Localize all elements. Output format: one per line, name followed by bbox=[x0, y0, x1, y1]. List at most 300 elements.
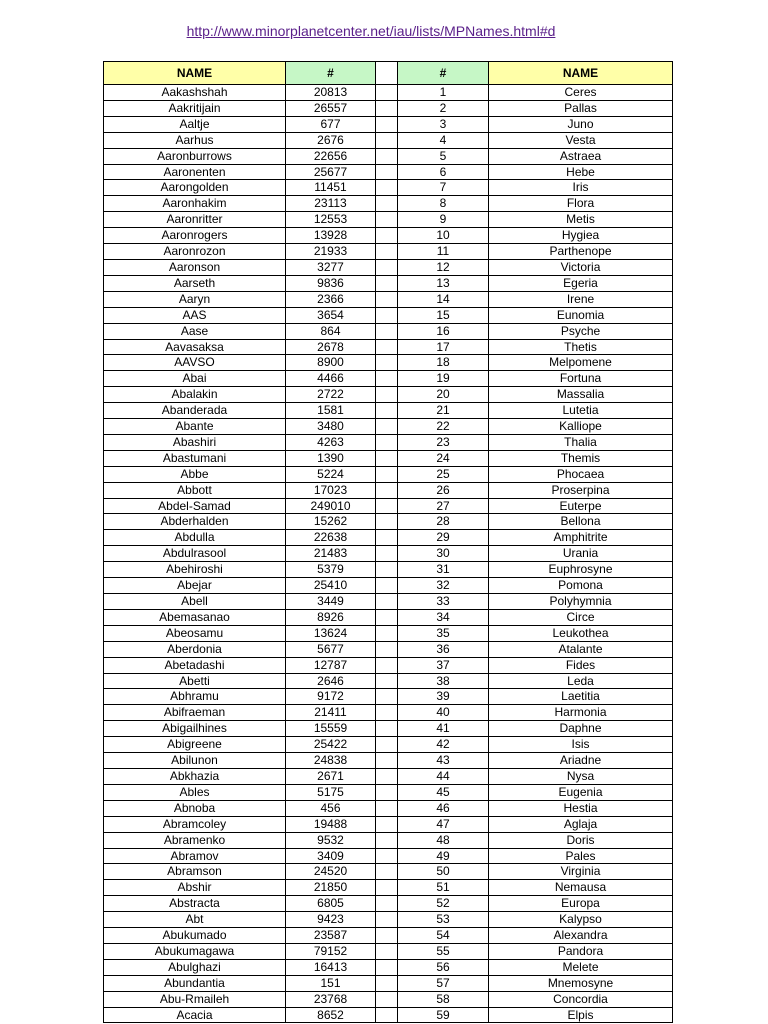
table-row bbox=[104, 228, 673, 244]
cell-spacer bbox=[376, 419, 398, 435]
table-row bbox=[104, 85, 673, 101]
table-row bbox=[104, 212, 673, 228]
cell-spacer bbox=[376, 975, 398, 991]
cell-spacer bbox=[376, 387, 398, 403]
cell-number-left: 3277 bbox=[286, 259, 376, 275]
cell-spacer bbox=[376, 132, 398, 148]
cell-spacer bbox=[376, 594, 398, 610]
cell-name-right: Kalliope bbox=[489, 419, 673, 435]
cell-spacer bbox=[376, 816, 398, 832]
cell-number-right: 30 bbox=[398, 546, 489, 562]
table-row bbox=[104, 864, 673, 880]
cell-name-left: Abigailhines bbox=[104, 721, 286, 737]
cell-number-left: 4466 bbox=[286, 371, 376, 387]
table-row bbox=[104, 339, 673, 355]
cell-name-left: Aaronson bbox=[104, 259, 286, 275]
header-spacer bbox=[376, 62, 398, 85]
cell-number-right: 38 bbox=[398, 673, 489, 689]
table-row bbox=[104, 132, 673, 148]
cell-name-right: Psyche bbox=[489, 323, 673, 339]
table-row bbox=[104, 275, 673, 291]
cell-number-left: 13928 bbox=[286, 228, 376, 244]
cell-number-right: 18 bbox=[398, 355, 489, 371]
cell-number-left: 12787 bbox=[286, 657, 376, 673]
cell-spacer bbox=[376, 85, 398, 101]
cell-name-right: Harmonia bbox=[489, 705, 673, 721]
cell-name-right: Europa bbox=[489, 896, 673, 912]
table-row bbox=[104, 546, 673, 562]
table-row bbox=[104, 514, 673, 530]
cell-number-right: 9 bbox=[398, 212, 489, 228]
cell-spacer bbox=[376, 705, 398, 721]
cell-number-right: 45 bbox=[398, 784, 489, 800]
cell-spacer bbox=[376, 450, 398, 466]
cell-spacer bbox=[376, 514, 398, 530]
cell-number-right: 29 bbox=[398, 530, 489, 546]
cell-number-left: 1390 bbox=[286, 450, 376, 466]
cell-name-left: Abanderada bbox=[104, 403, 286, 419]
table-row bbox=[104, 991, 673, 1007]
cell-number-right: 32 bbox=[398, 578, 489, 594]
cell-number-left: 15559 bbox=[286, 721, 376, 737]
cell-spacer bbox=[376, 164, 398, 180]
cell-number-left: 16413 bbox=[286, 959, 376, 975]
table-row bbox=[104, 482, 673, 498]
cell-number-left: 21411 bbox=[286, 705, 376, 721]
table-row bbox=[104, 721, 673, 737]
cell-number-right: 40 bbox=[398, 705, 489, 721]
cell-number-right: 7 bbox=[398, 180, 489, 196]
header-number-right: # bbox=[398, 62, 489, 85]
cell-name-left: Abalakin bbox=[104, 387, 286, 403]
cell-name-left: Abnoba bbox=[104, 800, 286, 816]
table-row bbox=[104, 116, 673, 132]
cell-name-left: Abifraeman bbox=[104, 705, 286, 721]
cell-number-left: 2722 bbox=[286, 387, 376, 403]
cell-spacer bbox=[376, 244, 398, 260]
cell-number-right: 25 bbox=[398, 466, 489, 482]
cell-number-right: 36 bbox=[398, 641, 489, 657]
cell-number-right: 41 bbox=[398, 721, 489, 737]
cell-name-right: Pandora bbox=[489, 943, 673, 959]
cell-number-right: 27 bbox=[398, 498, 489, 514]
cell-spacer bbox=[376, 737, 398, 753]
cell-name-left: Aakashshah bbox=[104, 85, 286, 101]
cell-spacer bbox=[376, 800, 398, 816]
cell-name-left: Aaronburrows bbox=[104, 148, 286, 164]
cell-number-right: 58 bbox=[398, 991, 489, 1007]
cell-number-left: 26557 bbox=[286, 100, 376, 116]
table-row bbox=[104, 975, 673, 991]
cell-number-left: 8900 bbox=[286, 355, 376, 371]
cell-spacer bbox=[376, 212, 398, 228]
table-row bbox=[104, 609, 673, 625]
cell-name-right: Leukothea bbox=[489, 625, 673, 641]
cell-number-right: 39 bbox=[398, 689, 489, 705]
cell-number-left: 25422 bbox=[286, 737, 376, 753]
cell-number-left: 22656 bbox=[286, 148, 376, 164]
cell-spacer bbox=[376, 912, 398, 928]
cell-spacer bbox=[376, 307, 398, 323]
cell-name-left: Abai bbox=[104, 371, 286, 387]
cell-name-right: Bellona bbox=[489, 514, 673, 530]
table-row bbox=[104, 848, 673, 864]
cell-name-left: Aberdonia bbox=[104, 641, 286, 657]
cell-name-left: Abeosamu bbox=[104, 625, 286, 641]
cell-number-right: 44 bbox=[398, 768, 489, 784]
cell-name-right: Hestia bbox=[489, 800, 673, 816]
cell-number-left: 13624 bbox=[286, 625, 376, 641]
cell-name-right: Fortuna bbox=[489, 371, 673, 387]
cell-spacer bbox=[376, 784, 398, 800]
cell-name-left: Abramov bbox=[104, 848, 286, 864]
cell-name-right: Laetitia bbox=[489, 689, 673, 705]
cell-spacer bbox=[376, 959, 398, 975]
cell-name-left: Abemasanao bbox=[104, 609, 286, 625]
header-name-right: NAME bbox=[489, 62, 673, 85]
cell-number-left: 3480 bbox=[286, 419, 376, 435]
cell-spacer bbox=[376, 116, 398, 132]
table-row bbox=[104, 880, 673, 896]
cell-name-right: Phocaea bbox=[489, 466, 673, 482]
cell-spacer bbox=[376, 625, 398, 641]
cell-name-left: AAS bbox=[104, 307, 286, 323]
cell-name-right: Hygiea bbox=[489, 228, 673, 244]
cell-number-left: 3654 bbox=[286, 307, 376, 323]
cell-number-right: 22 bbox=[398, 419, 489, 435]
cell-spacer bbox=[376, 991, 398, 1007]
cell-name-left: Abdulla bbox=[104, 530, 286, 546]
cell-number-left: 2671 bbox=[286, 768, 376, 784]
header-number-left: # bbox=[286, 62, 376, 85]
cell-number-right: 54 bbox=[398, 928, 489, 944]
table-row bbox=[104, 753, 673, 769]
cell-name-right: Isis bbox=[489, 737, 673, 753]
cell-number-right: 5 bbox=[398, 148, 489, 164]
cell-name-right: Circe bbox=[489, 609, 673, 625]
cell-number-right: 4 bbox=[398, 132, 489, 148]
cell-number-left: 23587 bbox=[286, 928, 376, 944]
table-row bbox=[104, 466, 673, 482]
cell-name-left: Abigreene bbox=[104, 737, 286, 753]
cell-number-right: 2 bbox=[398, 100, 489, 116]
cell-number-left: 1581 bbox=[286, 403, 376, 419]
cell-spacer bbox=[376, 228, 398, 244]
table-row bbox=[104, 164, 673, 180]
cell-spacer bbox=[376, 896, 398, 912]
table-row bbox=[104, 959, 673, 975]
cell-name-left: Abdel-Samad bbox=[104, 498, 286, 514]
cell-number-left: 151 bbox=[286, 975, 376, 991]
table-row bbox=[104, 928, 673, 944]
cell-number-left: 5224 bbox=[286, 466, 376, 482]
cell-number-left: 20813 bbox=[286, 85, 376, 101]
table-row bbox=[104, 816, 673, 832]
cell-spacer bbox=[376, 943, 398, 959]
cell-name-right: Doris bbox=[489, 832, 673, 848]
cell-number-right: 35 bbox=[398, 625, 489, 641]
cell-name-left: Abukumagawa bbox=[104, 943, 286, 959]
cell-number-right: 24 bbox=[398, 450, 489, 466]
table-row bbox=[104, 450, 673, 466]
cell-number-right: 1 bbox=[398, 85, 489, 101]
cell-number-left: 24838 bbox=[286, 753, 376, 769]
cell-name-right: Nemausa bbox=[489, 880, 673, 896]
cell-name-left: Abt bbox=[104, 912, 286, 928]
cell-name-right: Euterpe bbox=[489, 498, 673, 514]
cell-number-left: 9172 bbox=[286, 689, 376, 705]
cell-name-left: Aarseth bbox=[104, 275, 286, 291]
cell-spacer bbox=[376, 546, 398, 562]
cell-name-right: Aglaja bbox=[489, 816, 673, 832]
table-body bbox=[104, 85, 673, 1023]
cell-name-right: Eugenia bbox=[489, 784, 673, 800]
source-link[interactable]: http://www.minorplanetcenter.net/iau/lists/MPNames.html#d bbox=[186, 23, 556, 39]
cell-name-right: Irene bbox=[489, 291, 673, 307]
cell-name-right: Vesta bbox=[489, 132, 673, 148]
cell-spacer bbox=[376, 768, 398, 784]
cell-name-left: Abejar bbox=[104, 578, 286, 594]
cell-number-right: 42 bbox=[398, 737, 489, 753]
cell-spacer bbox=[376, 864, 398, 880]
cell-number-right: 49 bbox=[398, 848, 489, 864]
cell-number-left: 12553 bbox=[286, 212, 376, 228]
cell-spacer bbox=[376, 928, 398, 944]
cell-number-right: 53 bbox=[398, 912, 489, 928]
cell-spacer bbox=[376, 657, 398, 673]
cell-name-left: Abbott bbox=[104, 482, 286, 498]
cell-number-right: 10 bbox=[398, 228, 489, 244]
cell-number-right: 14 bbox=[398, 291, 489, 307]
cell-spacer bbox=[376, 403, 398, 419]
cell-number-right: 28 bbox=[398, 514, 489, 530]
cell-name-left: Abehiroshi bbox=[104, 562, 286, 578]
cell-name-left: Abkhazia bbox=[104, 768, 286, 784]
cell-number-left: 8652 bbox=[286, 1007, 376, 1023]
cell-spacer bbox=[376, 323, 398, 339]
cell-name-left: Abetti bbox=[104, 673, 286, 689]
cell-name-left: Abulghazi bbox=[104, 959, 286, 975]
cell-name-right: Themis bbox=[489, 450, 673, 466]
cell-number-left: 249010 bbox=[286, 498, 376, 514]
table-row bbox=[104, 673, 673, 689]
cell-number-left: 21483 bbox=[286, 546, 376, 562]
cell-spacer bbox=[376, 482, 398, 498]
cell-name-right: Thalia bbox=[489, 434, 673, 450]
cell-spacer bbox=[376, 578, 398, 594]
cell-name-left: Abramson bbox=[104, 864, 286, 880]
cell-number-right: 3 bbox=[398, 116, 489, 132]
cell-number-right: 26 bbox=[398, 482, 489, 498]
table-row bbox=[104, 689, 673, 705]
table-row bbox=[104, 625, 673, 641]
cell-name-left: Aaronenten bbox=[104, 164, 286, 180]
table-row bbox=[104, 371, 673, 387]
cell-number-right: 16 bbox=[398, 323, 489, 339]
cell-name-right: Concordia bbox=[489, 991, 673, 1007]
cell-name-left: Abundantia bbox=[104, 975, 286, 991]
cell-name-left: Aaronrozon bbox=[104, 244, 286, 260]
minor-planet-names-table bbox=[103, 61, 673, 1023]
cell-name-right: Egeria bbox=[489, 275, 673, 291]
cell-number-right: 43 bbox=[398, 753, 489, 769]
table-row bbox=[104, 594, 673, 610]
cell-spacer bbox=[376, 609, 398, 625]
table-row bbox=[104, 355, 673, 371]
cell-name-left: Abashiri bbox=[104, 434, 286, 450]
cell-number-right: 46 bbox=[398, 800, 489, 816]
cell-name-left: Abramenko bbox=[104, 832, 286, 848]
cell-number-left: 23768 bbox=[286, 991, 376, 1007]
cell-name-left: Aaltje bbox=[104, 116, 286, 132]
cell-name-right: Virginia bbox=[489, 864, 673, 880]
cell-name-right: Daphne bbox=[489, 721, 673, 737]
table-row bbox=[104, 800, 673, 816]
cell-name-right: Pallas bbox=[489, 100, 673, 116]
cell-spacer bbox=[376, 1007, 398, 1023]
cell-spacer bbox=[376, 832, 398, 848]
cell-name-left: Abetadashi bbox=[104, 657, 286, 673]
cell-number-left: 11451 bbox=[286, 180, 376, 196]
header-name-left: NAME bbox=[104, 62, 286, 85]
cell-name-left: Aavasaksa bbox=[104, 339, 286, 355]
cell-name-left: Abdulrasool bbox=[104, 546, 286, 562]
table-row bbox=[104, 784, 673, 800]
table-row bbox=[104, 657, 673, 673]
cell-name-right: Mnemosyne bbox=[489, 975, 673, 991]
table-row bbox=[104, 323, 673, 339]
table-row bbox=[104, 705, 673, 721]
cell-name-left: Ables bbox=[104, 784, 286, 800]
cell-number-right: 56 bbox=[398, 959, 489, 975]
table-row bbox=[104, 148, 673, 164]
cell-number-left: 4263 bbox=[286, 434, 376, 450]
cell-name-left: Abstracta bbox=[104, 896, 286, 912]
table-row bbox=[104, 562, 673, 578]
cell-number-right: 17 bbox=[398, 339, 489, 355]
cell-name-left: Abante bbox=[104, 419, 286, 435]
cell-number-right: 11 bbox=[398, 244, 489, 260]
cell-number-left: 9423 bbox=[286, 912, 376, 928]
cell-name-left: Abshir bbox=[104, 880, 286, 896]
cell-number-left: 23113 bbox=[286, 196, 376, 212]
cell-name-right: Hebe bbox=[489, 164, 673, 180]
cell-number-left: 6805 bbox=[286, 896, 376, 912]
cell-spacer bbox=[376, 275, 398, 291]
cell-name-right: Eunomia bbox=[489, 307, 673, 323]
cell-spacer bbox=[376, 259, 398, 275]
cell-name-right: Ceres bbox=[489, 85, 673, 101]
cell-spacer bbox=[376, 848, 398, 864]
cell-number-left: 2676 bbox=[286, 132, 376, 148]
cell-spacer bbox=[376, 100, 398, 116]
cell-name-right: Melpomene bbox=[489, 355, 673, 371]
cell-number-right: 15 bbox=[398, 307, 489, 323]
cell-number-left: 79152 bbox=[286, 943, 376, 959]
cell-spacer bbox=[376, 196, 398, 212]
cell-name-right: Amphitrite bbox=[489, 530, 673, 546]
cell-name-left: Abhramu bbox=[104, 689, 286, 705]
cell-name-left: Abramcoley bbox=[104, 816, 286, 832]
cell-spacer bbox=[376, 498, 398, 514]
table-row bbox=[104, 387, 673, 403]
cell-number-left: 21850 bbox=[286, 880, 376, 896]
table-row bbox=[104, 737, 673, 753]
cell-name-right: Massalia bbox=[489, 387, 673, 403]
cell-number-left: 24520 bbox=[286, 864, 376, 880]
cell-number-right: 20 bbox=[398, 387, 489, 403]
cell-name-right: Thetis bbox=[489, 339, 673, 355]
cell-number-left: 3409 bbox=[286, 848, 376, 864]
cell-number-right: 59 bbox=[398, 1007, 489, 1023]
cell-name-right: Elpis bbox=[489, 1007, 673, 1023]
cell-name-right: Pomona bbox=[489, 578, 673, 594]
table-row bbox=[104, 196, 673, 212]
cell-number-left: 25677 bbox=[286, 164, 376, 180]
cell-spacer bbox=[376, 689, 398, 705]
table-row bbox=[104, 530, 673, 546]
cell-number-left: 864 bbox=[286, 323, 376, 339]
cell-spacer bbox=[376, 355, 398, 371]
table-row bbox=[104, 291, 673, 307]
cell-spacer bbox=[376, 880, 398, 896]
cell-number-right: 37 bbox=[398, 657, 489, 673]
cell-name-left: Abilunon bbox=[104, 753, 286, 769]
cell-name-right: Kalypso bbox=[489, 912, 673, 928]
cell-name-left: Aaronhakim bbox=[104, 196, 286, 212]
header-row bbox=[104, 62, 673, 85]
table-row bbox=[104, 641, 673, 657]
table-row bbox=[104, 578, 673, 594]
table-row bbox=[104, 434, 673, 450]
cell-name-left: Aaronritter bbox=[104, 212, 286, 228]
cell-number-left: 22638 bbox=[286, 530, 376, 546]
cell-name-left: Aarongolden bbox=[104, 180, 286, 196]
cell-name-left: Aaronrogers bbox=[104, 228, 286, 244]
table-row bbox=[104, 896, 673, 912]
cell-number-right: 12 bbox=[398, 259, 489, 275]
cell-name-left: Acacia bbox=[104, 1007, 286, 1023]
cell-number-left: 2678 bbox=[286, 339, 376, 355]
cell-number-left: 677 bbox=[286, 116, 376, 132]
cell-name-left: Aase bbox=[104, 323, 286, 339]
cell-name-right: Metis bbox=[489, 212, 673, 228]
cell-name-left: Abukumado bbox=[104, 928, 286, 944]
cell-name-right: Euphrosyne bbox=[489, 562, 673, 578]
cell-name-right: Iris bbox=[489, 180, 673, 196]
cell-number-left: 456 bbox=[286, 800, 376, 816]
cell-number-right: 52 bbox=[398, 896, 489, 912]
table-row bbox=[104, 498, 673, 514]
cell-name-right: Astraea bbox=[489, 148, 673, 164]
table-row bbox=[104, 100, 673, 116]
cell-name-right: Juno bbox=[489, 116, 673, 132]
table-row bbox=[104, 419, 673, 435]
cell-spacer bbox=[376, 641, 398, 657]
cell-number-left: 9836 bbox=[286, 275, 376, 291]
table-row bbox=[104, 768, 673, 784]
cell-name-right: Proserpina bbox=[489, 482, 673, 498]
cell-spacer bbox=[376, 180, 398, 196]
cell-number-right: 8 bbox=[398, 196, 489, 212]
cell-name-right: Ariadne bbox=[489, 753, 673, 769]
cell-spacer bbox=[376, 530, 398, 546]
cell-name-right: Fides bbox=[489, 657, 673, 673]
cell-name-left: Abastumani bbox=[104, 450, 286, 466]
cell-number-left: 21933 bbox=[286, 244, 376, 260]
cell-number-left: 9532 bbox=[286, 832, 376, 848]
table-row bbox=[104, 244, 673, 260]
